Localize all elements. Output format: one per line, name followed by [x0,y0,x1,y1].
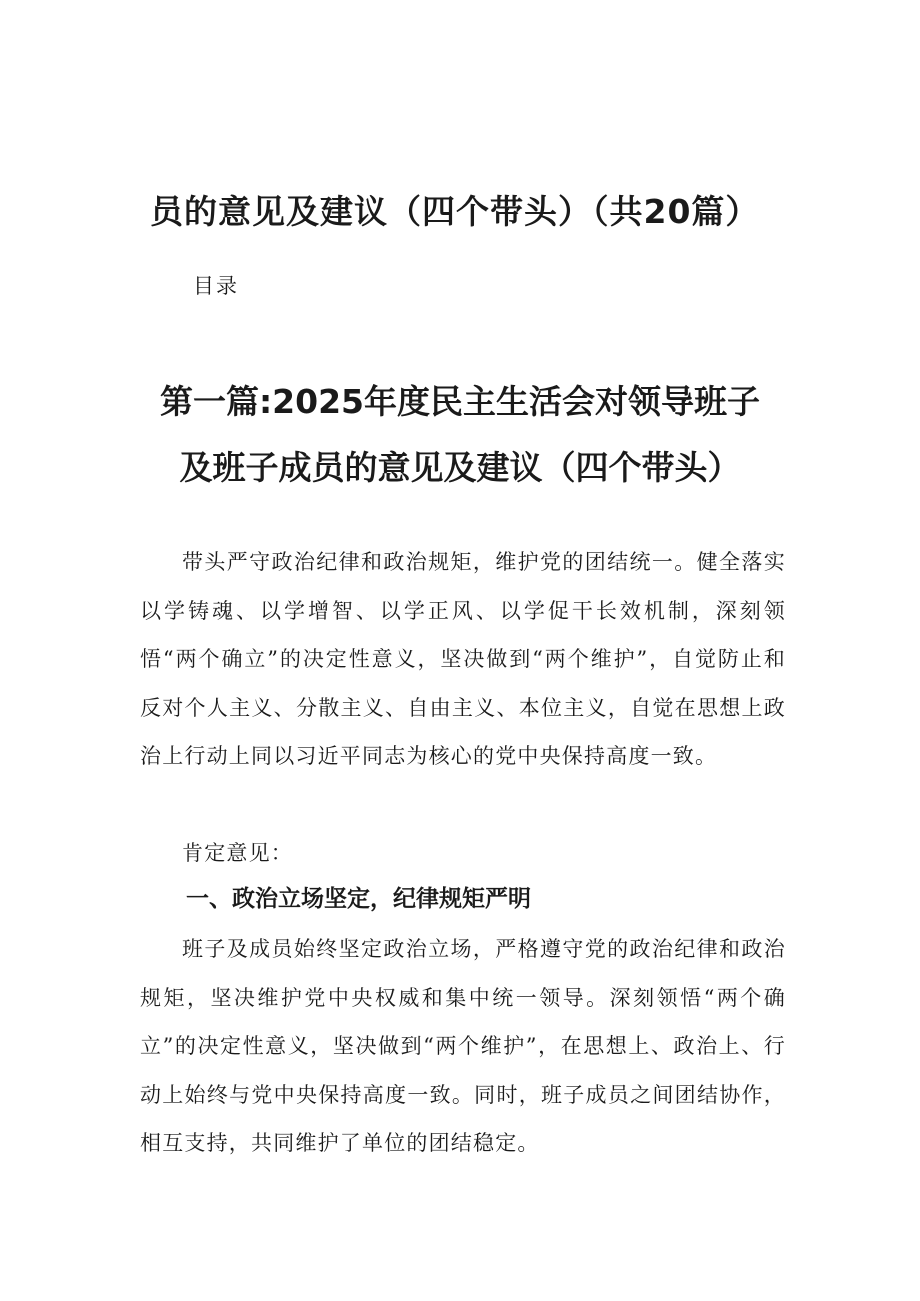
section-title-line-1: 第一篇:2025年度民主生活会对领导班子 [159,382,761,421]
body-paragraph-2: 肯定意见： [182,841,293,865]
body-paragraph-1: 带头严守政治纪律和政治规矩，维护党的团结统一。健全落实以学铸魂、以学增智、以学正风、以学促干长效机制，深刻领悟“两个确立”的决定性意义，坚决做到“两个维护”，自觉防止和反对个人主义、分散主义、自由主义、本位主义，自觉在思想上政治上行动上同以习近平同志为核心的党中央保持高度一致。 [140,550,786,768]
toc-label: 目录 [193,274,239,298]
document-heading: 员的意见及建议（四个带头）（共20篇） [150,192,760,231]
body-paragraph-3: 班子及成员始终坚定政治立场，严格遵守党的政治纪律和政治规矩，坚决维护党中央权威和集中统一领导。深刻领悟“两个确立”的决定性意义，坚决做到“两个维护”，在思想上、政治上、行动上始终与党中央保持高度一致。同时，班子成员之间团结协作，相互支持，共同维护了单位的团结稳定。 [140,937,786,1155]
section-title-line-2: 及班子成员的意见及建议（四个带头） [179,448,741,487]
subheading-1: 一、政治立场坚定，纪律规矩严明 [186,886,531,912]
